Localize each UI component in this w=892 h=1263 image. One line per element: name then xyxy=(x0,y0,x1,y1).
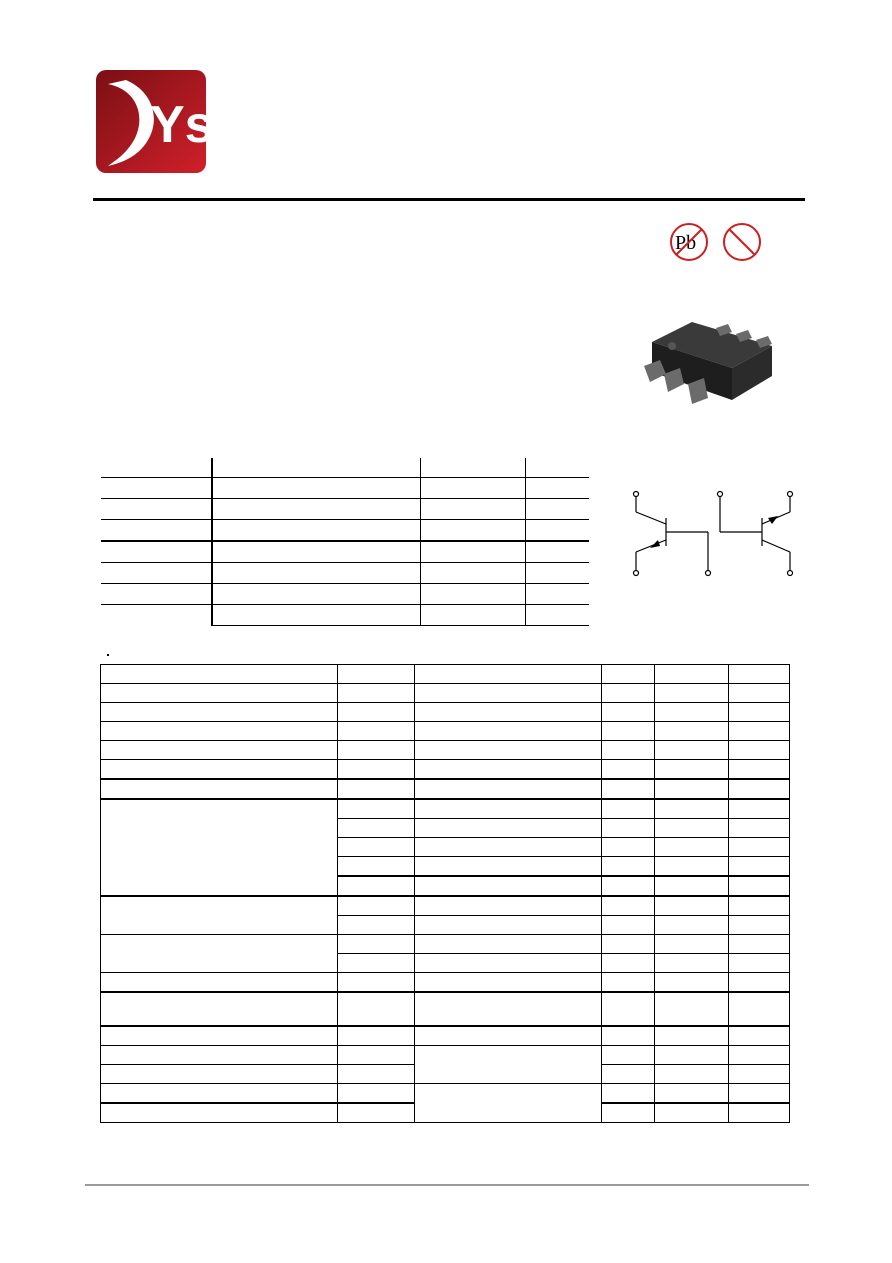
footer-rule xyxy=(85,1184,809,1186)
header-rule xyxy=(93,198,805,201)
table-row xyxy=(101,584,589,605)
table-row xyxy=(101,896,790,916)
table-row xyxy=(101,541,589,563)
no-symbol-icon xyxy=(722,222,762,262)
transistor-schematic xyxy=(628,484,800,580)
table-row xyxy=(101,722,790,741)
ys-logo-icon xyxy=(96,70,214,173)
table-row xyxy=(101,605,589,626)
table-row xyxy=(101,1046,790,1065)
table-row xyxy=(101,703,790,722)
characteristics-table xyxy=(100,664,790,1123)
company-logo xyxy=(96,70,214,173)
svg-text:Pb: Pb xyxy=(675,232,697,254)
table-row xyxy=(101,760,790,780)
table-row xyxy=(101,779,790,799)
table-row xyxy=(101,563,589,584)
table-row xyxy=(101,665,790,684)
table-row xyxy=(101,478,589,499)
table-row xyxy=(101,741,790,760)
table-row xyxy=(101,992,790,1026)
sot-23-6-package-icon xyxy=(632,312,780,414)
pb-free-icon xyxy=(669,222,709,262)
table-row xyxy=(101,973,790,993)
table-row xyxy=(101,799,790,819)
table-row xyxy=(101,499,589,520)
table-row xyxy=(101,684,790,703)
table-row xyxy=(101,520,589,542)
table-row xyxy=(101,1084,790,1104)
dual-transistor-schematic-icon xyxy=(628,484,800,580)
table-row xyxy=(101,458,589,478)
note-mark xyxy=(107,654,109,656)
prohibited-badge xyxy=(722,222,762,262)
pin-table xyxy=(101,458,589,626)
pb-free-badge xyxy=(669,222,709,262)
package-image xyxy=(632,312,780,414)
svg-text:Ys: Ys xyxy=(150,96,214,154)
table-row xyxy=(101,1026,790,1046)
table-row xyxy=(101,935,790,954)
